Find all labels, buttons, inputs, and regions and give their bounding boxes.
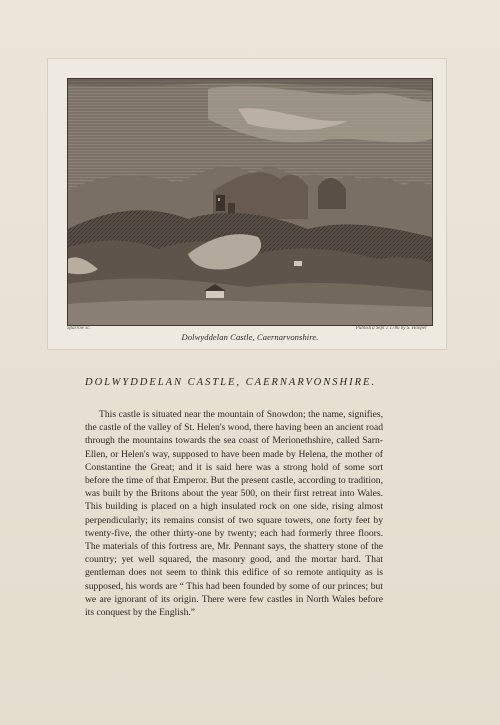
plate-caption: Dolwyddelan Castle, Caernarvonshire. — [181, 332, 319, 342]
article-title: DOLWYDDELAN CASTLE, CAERNARVONSHIRE. — [85, 377, 377, 388]
publisher-credit: Publish'd Sept 1 1786 by S. Hooper — [355, 326, 427, 331]
engraver-credit: Sparrow sc. — [67, 326, 91, 331]
body-paragraph: This castle is situated near the mountain of Snowdon; the name, signifies, the castle of the valley of St. Helen's wood, there having been an ancient road through the mountains towards the sea coast of Merionethshire, called Sarn-Ellen, or Helen's way, supposed to have been made by Helena, the mother of Constantine the Great; and it is said here was a strong hold of some sort before the time of that Emperor. But the present castle, according to tradition, was built by the Britons about the year 500, on their first retreat into Wales. This building is placed on a high insulated rock on one side, rising almost perpendicularly; its remains consist of two square towers, one forty feet by twenty-five, the other thirty-one by twenty; each had formerly three floors. The materials of this fortress are, Mr. Pennant says, the shattery stone of the country; yet well squared, the masonry good, and the mortar hard. That gentleman does not seem to think this edifice of so remote antiquity as is supposed, his words are “ This had been founded by some of our princes; but we are ignorant of its origin. There were few castles in North Wales before its conquest by the English.” — [85, 409, 383, 619]
article-body — [85, 408, 383, 619]
engraving-illustration — [68, 79, 432, 325]
landscape-engraving — [67, 78, 433, 326]
